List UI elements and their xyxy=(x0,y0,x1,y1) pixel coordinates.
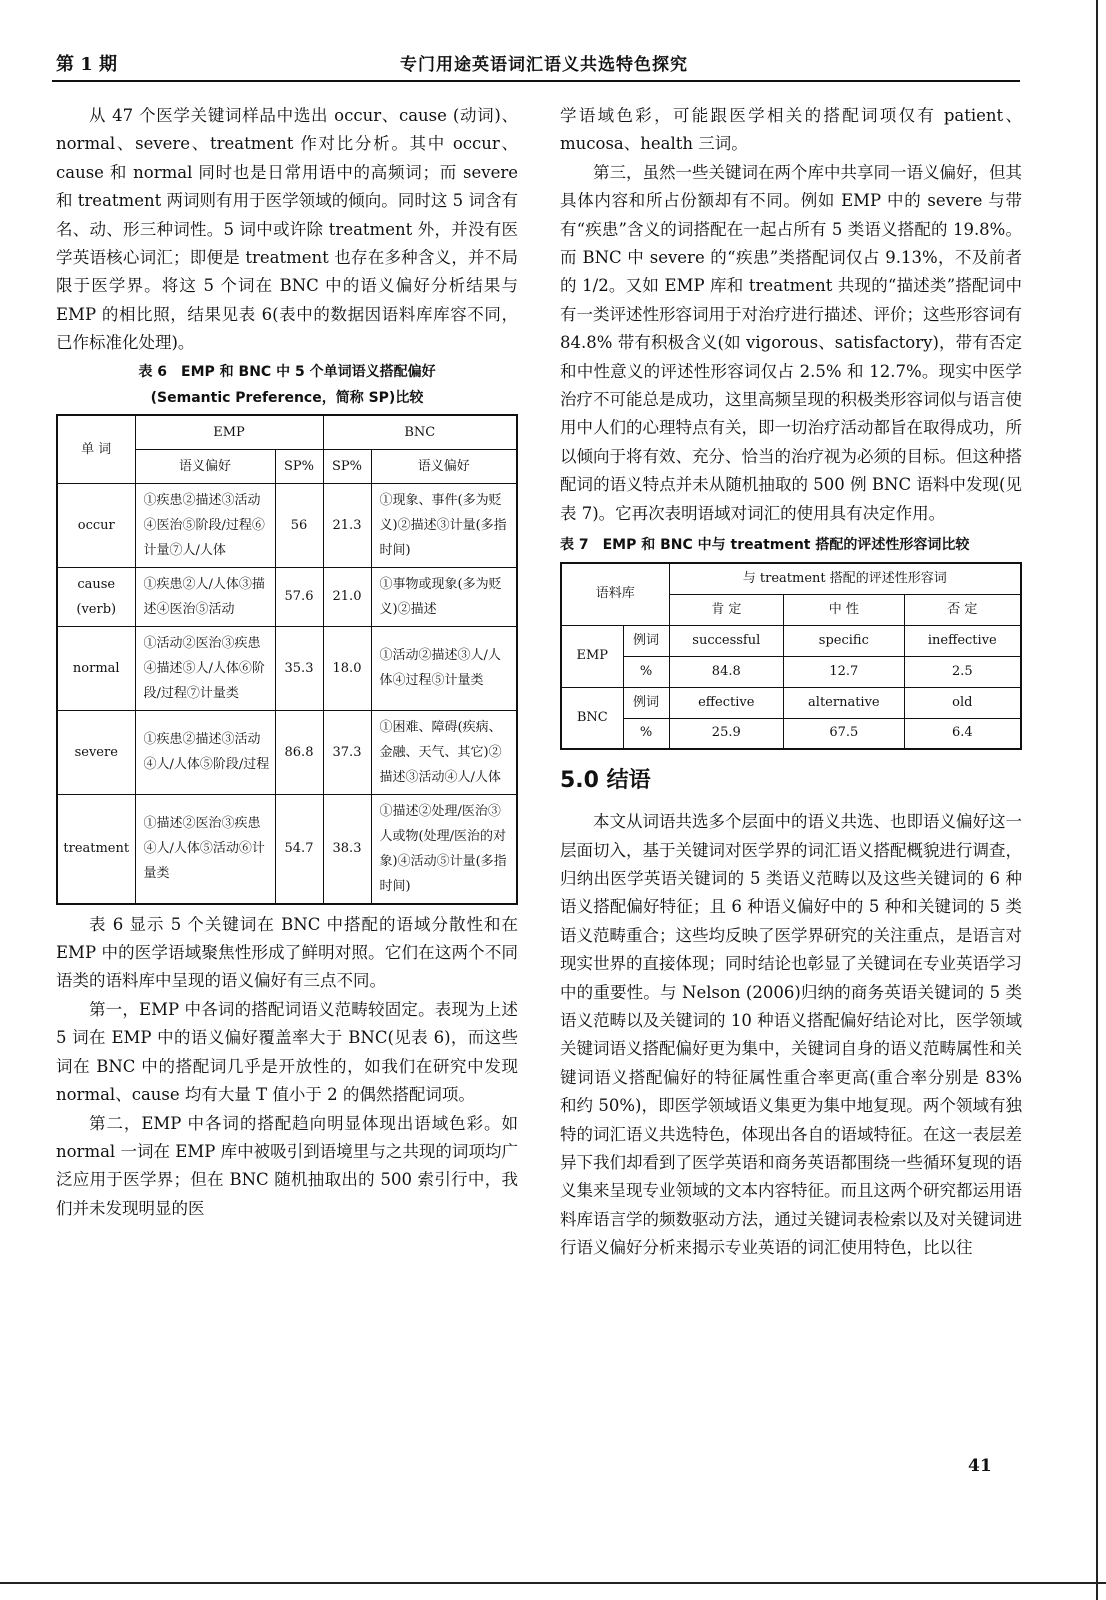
emp-pref-cell: ①疾患②描述③活动④医治⑤阶段/过程⑥计量⑦人/人体 xyxy=(135,483,275,567)
negative-pct-cell: 2.5 xyxy=(904,656,1021,687)
paragraph: 第一，EMP 中各词的搭配词语义范畴较固定。表现为上述 5 词在 EMP 中的语义偏好覆盖率大于 BNC(见表 6)，而这些词在 BNC 中的搭配词几乎是开放性的，如我们在研究中发现 normal、cause 均有大量 T 值小于 2 的偶然搭配词项。 xyxy=(56,999,518,1105)
table-row xyxy=(57,567,517,626)
paragraph: 第二，EMP 中各词的搭配趋向明显体现出语域色彩。如 normal 一词在 EMP 库中被吸引到语境里与之共现的词项均广泛应用于医学界；但在 BNC 随机抽取出的 500 索引行中，我们并未发现明显的医 xyxy=(56,1113,518,1218)
paragraph: 表 6 显示 5 个关键词在 BNC 中搭配的语域分散性和在 EMP 中的医学语域聚焦性形成了鲜明对照。它们在这两个不同语类的语料库中呈现的语义偏好有三点不同。 xyxy=(56,914,518,991)
section-heading: 5.0 结语 xyxy=(560,768,651,794)
bnc-sp-cell: 37.3 xyxy=(323,710,371,794)
neutral-word-cell: alternative xyxy=(784,687,905,718)
table-row xyxy=(561,687,1021,718)
paragraph: 从 47 个医学关键词样品中选出 occur、cause (动词)、normal、severe、treatment 作对比分析。其中 occur、cause 和 normal 同时也是日常用语中的高频词；而 severe 和 treatment 两词则有用于医学领域的倾向。同时这 5 词含有名、动、形三种词性。5 词中或许除 treatment 外，并没有医学英语核心词汇；即便是 treatment 也存在多种含义，并不局限于医学界。将这 5 个词在 BNC 中的语义偏好分析结果与 EMP 的相比照，结果见表 6(表中的数据因语料库库容不同，已作标准化处理)。 xyxy=(56,106,518,353)
word-cell: normal xyxy=(57,626,135,710)
emp-sp-cell: 57.6 xyxy=(275,567,323,626)
table6-header-word: 单 词 xyxy=(57,415,135,484)
bnc-pref-cell: ①事物或现象(多为贬义)②描述 xyxy=(371,567,517,626)
bnc-pref-cell: ①现象、事件(多为贬义)②描述③计量(多指时间) xyxy=(371,483,517,567)
page-edge-right xyxy=(1096,0,1098,1600)
bnc-sp-cell: 18.0 xyxy=(323,626,371,710)
table6-header-bnc: BNC xyxy=(323,415,517,450)
row-label-cell: % xyxy=(623,656,669,687)
table7-header-negative: 否 定 xyxy=(904,594,1021,625)
positive-pct-cell: 25.9 xyxy=(669,718,784,749)
emp-sp-cell: 56 xyxy=(275,483,323,567)
emp-sp-cell: 54.7 xyxy=(275,794,323,904)
paragraph: 学语域色彩，可能跟医学相关的搭配词项仅有 patient、mucosa、health 三词。 xyxy=(560,106,1022,154)
table-row xyxy=(57,710,517,794)
row-label-cell: % xyxy=(623,718,669,749)
table6-caption-line1: 表 6 EMP 和 BNC 中 5 个单词语义搭配偏好 xyxy=(138,363,436,380)
word-cell: occur xyxy=(57,483,135,567)
bnc-sp-cell: 21.0 xyxy=(323,567,371,626)
table-row xyxy=(57,483,517,567)
bnc-pref-cell: ①描述②处理/医治③人或物(处理/医治的对象)④活动⑤计量(多指时间) xyxy=(371,794,517,904)
negative-pct-cell: 6.4 xyxy=(904,718,1021,749)
word-cell: severe xyxy=(57,710,135,794)
bnc-sp-cell: 38.3 xyxy=(323,794,371,904)
table-row xyxy=(57,794,517,904)
emp-pref-cell: ①疾患②人/人体③描述④医治⑤活动 xyxy=(135,567,275,626)
table6-header-emp-pref: 语义偏好 xyxy=(135,449,275,483)
positive-word-cell: successful xyxy=(669,625,784,656)
corpus-cell: BNC xyxy=(561,687,623,749)
table7-header-group: 与 treatment 搭配的评述性形容词 xyxy=(669,563,1021,594)
word-cell: cause (verb) xyxy=(57,567,135,626)
table7-header-neutral: 中 性 xyxy=(784,594,905,625)
bnc-pref-cell: ①困难、障碍(疾病、金融、天气、其它)②描述③活动④人/人体 xyxy=(371,710,517,794)
running-title: 专门用途英语词汇语义共选特色探究 xyxy=(400,55,688,75)
paragraph: 第三，虽然一些关键词在两个库中共享同一语义偏好，但其具体内容和所占份额却有不同。例如 EMP 中的 severe 与带有“疾患”含义的词搭配在一起占所有 5 类语义搭配的 19.8%。而 BNC 中 severe 的“疾患”类搭配词仅占 9.13%，不及前者的 1/2。又如 EMP 库和 treatment 共现的“描述类”搭配词中有一类评述性形容词用于对治疗进行描述、评价；这些形容词有 84.8% 带有积极含义(如 vigorous、satisfactory)，带有否定和中性意义的评述性形容词仅占 2.5% 和 12.7%。现实中医学治疗不可能总是成功，这里高频呈现的积极类形容词似与语言使用中人们的心理特点有关，即一切治疗活动都旨在取得成功，所以倾向于将有效、充分、恰当的治疗视为必须的目标。但这种搭配词的语义特点并未从随机抽取的 500 例 BNC 语料中发现(见表 7)。它再次表明语域对词汇的使用具有决定作用。 xyxy=(560,162,1022,523)
table-row xyxy=(561,656,1021,687)
table7-header-positive: 肯 定 xyxy=(669,594,784,625)
page-edge-bottom xyxy=(0,1582,1106,1584)
table-row xyxy=(561,625,1021,656)
table-row xyxy=(57,626,517,710)
left-column xyxy=(56,102,518,1223)
paragraph: 本文从词语共选多个层面中的语义共选、也即语义偏好这一层面切入，基于关键词对医学界的词汇语义搭配概貌进行调查，归纳出医学英语关键词的 5 类语义范畴以及这些关键词的 6 种语义搭配偏好特征；且 6 种语义偏好中的 5 种和关键词的 5 类语义范畴重合；这些均反映了医学界研究的关注重点，是语言对现实世界的直接体现；同时结论也彰显了关键词在专业英语学习中的重要性。与 Nelson (2006)归纳的商务英语关键词的 5 类语义范畴以及关键词的 10 种语义搭配偏好结论对比，医学领域关键词语义搭配偏好更为集中，关键词自身的语义范畴属性和关键词语义搭配偏好的特征属性重合率更高(重合率分别是 83% 和约 50%)，即医学领域语义集更为集中地复现。两个领域有独特的词汇语义共选特色，体现出各自的语域特征。在这一表层差异下我们却看到了医学英语和商务英语都围绕一些循环复现的语义集来呈现专业领域的文本内容特征。而且这两个研究都运用语料库语言学的频数驱动方法，通过关键词表检索以及对关键词进行语义偏好分析来揭示专业英语的词汇使用特色，比以往 xyxy=(560,812,1022,1258)
table6-caption-line2: (Semantic Preference，简称 SP)比较 xyxy=(150,389,424,406)
emp-pref-cell: ①活动②医治③疾患④描述⑤人/人体⑥阶段/过程⑦计量类 xyxy=(135,626,275,710)
emp-pref-cell: ①疾患②描述③活动④人/人体⑤阶段/过程 xyxy=(135,710,275,794)
emp-sp-cell: 86.8 xyxy=(275,710,323,794)
table6-header-bnc-pref: 语义偏好 xyxy=(371,449,517,483)
table6-header-emp-sp: SP% xyxy=(275,449,323,483)
negative-word-cell: old xyxy=(904,687,1021,718)
table-row xyxy=(561,718,1021,749)
bnc-sp-cell: 21.3 xyxy=(323,483,371,567)
positive-pct-cell: 84.8 xyxy=(669,656,784,687)
table-7 xyxy=(560,562,1022,750)
header-rule xyxy=(52,80,1020,82)
positive-word-cell: effective xyxy=(669,687,784,718)
table6-header-emp: EMP xyxy=(135,415,323,450)
table7-header-corpus: 语料库 xyxy=(561,563,669,625)
emp-sp-cell: 35.3 xyxy=(275,626,323,710)
issue-number: 第 1 期 xyxy=(56,54,118,75)
neutral-pct-cell: 12.7 xyxy=(784,656,905,687)
corpus-cell: EMP xyxy=(561,625,623,687)
row-label-cell: 例词 xyxy=(623,687,669,718)
neutral-pct-cell: 67.5 xyxy=(784,718,905,749)
table-6 xyxy=(56,414,518,905)
bnc-pref-cell: ①活动②描述③人/人体④过程⑤计量类 xyxy=(371,626,517,710)
right-column xyxy=(560,102,1022,1263)
emp-pref-cell: ①描述②医治③疾患④人/人体⑤活动⑥计量类 xyxy=(135,794,275,904)
page-number: 41 xyxy=(968,1456,992,1476)
table7-caption: 表 7 EMP 和 BNC 中与 treatment 搭配的评述性形容词比较 xyxy=(560,537,970,554)
word-cell: treatment xyxy=(57,794,135,904)
table6-header-bnc-sp: SP% xyxy=(323,449,371,483)
neutral-word-cell: specific xyxy=(784,625,905,656)
negative-word-cell: ineffective xyxy=(904,625,1021,656)
row-label-cell: 例词 xyxy=(623,625,669,656)
